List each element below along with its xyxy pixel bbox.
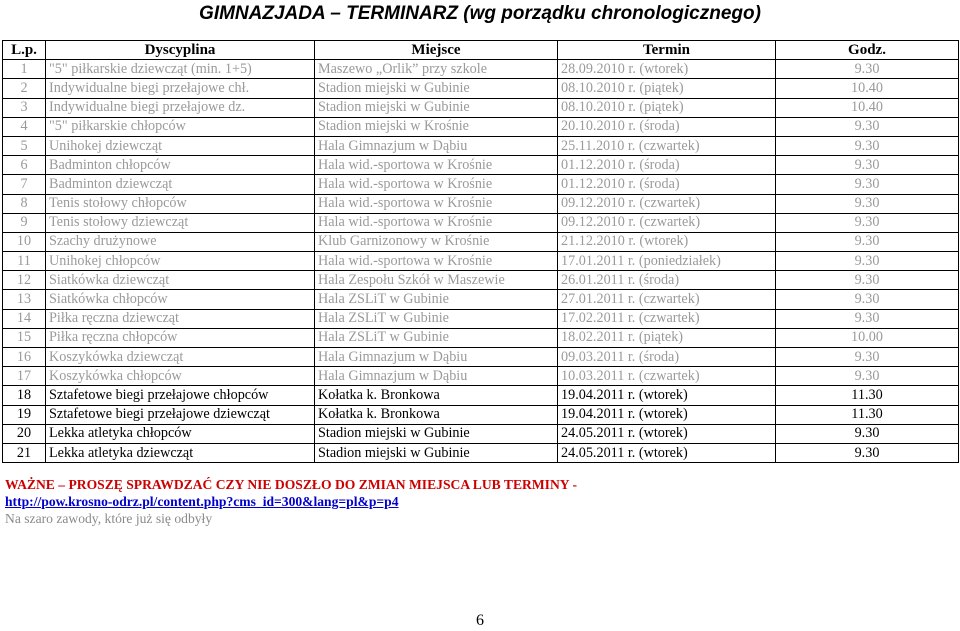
cell-time: 9.30 (776, 60, 959, 79)
cell-time: 9.30 (776, 290, 959, 309)
cell-place: Stadion miejski w Krośnie (315, 117, 558, 136)
cell-date: 25.11.2010 r. (czwartek) (558, 136, 776, 155)
header-lp: L.p. (3, 41, 46, 60)
page-number: 6 (476, 612, 484, 629)
cell-date: 08.10.2010 r. (piątek) (558, 98, 776, 117)
cell-date: 09.12.2010 r. (czwartek) (558, 213, 776, 232)
cell-date: 17.01.2011 r. (poniedziałek) (558, 252, 776, 271)
page-title: GIMNAZJADA – TERMINARZ (wg porządku chronologicznego) (199, 3, 761, 24)
cell-place: Hala Zespołu Szkół w Maszewie (315, 271, 558, 290)
cell-time: 9.30 (776, 252, 959, 271)
cell-date: 27.01.2011 r. (czwartek) (558, 290, 776, 309)
cell-discipline: Piłka ręczna dziewcząt (46, 309, 315, 328)
cell-time: 9.30 (776, 348, 959, 367)
cell-place: Kołatka k. Bronkowa (315, 405, 558, 424)
cell-lp: 6 (3, 156, 46, 175)
cell-date: 09.12.2010 r. (czwartek) (558, 194, 776, 213)
header-discipline: Dyscyplina (46, 41, 315, 60)
cell-date: 19.04.2011 r. (wtorek) (558, 405, 776, 424)
cell-discipline: Tenis stołowy chłopców (46, 194, 315, 213)
cell-discipline: Siatkówka chłopców (46, 290, 315, 309)
cell-discipline: Koszykówka dziewcząt (46, 348, 315, 367)
cell-place: Hala wid.-sportowa w Krośnie (315, 194, 558, 213)
cell-time: 9.30 (776, 443, 959, 462)
cell-discipline: Unihokej dziewcząt (46, 136, 315, 155)
cell-place: Stadion miejski w Gubinie (315, 98, 558, 117)
cell-time: 11.30 (776, 386, 959, 405)
cell-date: 18.02.2011 r. (piątek) (558, 328, 776, 347)
cell-date: 08.10.2010 r. (piątek) (558, 79, 776, 98)
table-row (3, 60, 959, 79)
cell-lp: 13 (3, 290, 46, 309)
cell-place: Klub Garnizonowy w Krośnie (315, 232, 558, 251)
cell-lp: 5 (3, 136, 46, 155)
cell-date: 24.05.2011 r. (wtorek) (558, 443, 776, 462)
cell-lp: 18 (3, 386, 46, 405)
cell-time: 9.30 (776, 271, 959, 290)
cell-place: Maszewo „Orlik” przy szkole (315, 60, 558, 79)
cell-time: 9.30 (776, 232, 959, 251)
table-row (3, 232, 959, 251)
cell-place: Hala wid.-sportowa w Krośnie (315, 175, 558, 194)
cell-place: Hala Gimnazjum w Dąbiu (315, 367, 558, 386)
cell-time: 9.30 (776, 136, 959, 155)
cell-place: Hala wid.-sportowa w Krośnie (315, 156, 558, 175)
cell-time: 10.00 (776, 328, 959, 347)
header-time: Godz. (776, 41, 959, 60)
cell-discipline: "5" piłkarskie dziewcząt (min. 1+5) (46, 60, 315, 79)
table-row (3, 309, 959, 328)
cell-discipline: Indywidualne biegi przełajowe chł. (46, 79, 315, 98)
cell-lp: 3 (3, 98, 46, 117)
table-row (3, 367, 959, 386)
cell-place: Hala ZSLiT w Gubinie (315, 309, 558, 328)
table-row (3, 424, 959, 443)
cell-lp: 20 (3, 424, 46, 443)
cell-lp: 2 (3, 79, 46, 98)
cell-time: 9.30 (776, 424, 959, 443)
table-row (3, 98, 959, 117)
cell-date: 01.12.2010 r. (środa) (558, 156, 776, 175)
cell-time: 9.30 (776, 213, 959, 232)
cell-date: 21.12.2010 r. (wtorek) (558, 232, 776, 251)
cell-discipline: Lekka atletyka dziewcząt (46, 443, 315, 462)
past-events-legend: Na szaro zawody, które już się odbyły (5, 511, 213, 526)
cell-date: 20.10.2010 r. (środa) (558, 117, 776, 136)
cell-lp: 15 (3, 328, 46, 347)
cell-place: Hala wid.-sportowa w Krośnie (315, 213, 558, 232)
cell-date: 19.04.2011 r. (wtorek) (558, 386, 776, 405)
cell-lp: 7 (3, 175, 46, 194)
cell-lp: 14 (3, 309, 46, 328)
cell-time: 9.30 (776, 367, 959, 386)
warning-text: WAŻNE – PROSZĘ SPRAWDZAĆ CZY NIE DOSZŁO DO ZMIAN MIEJSCA LUB TERMINY - (5, 477, 578, 492)
note-block (5, 476, 577, 527)
table-row (3, 213, 959, 232)
cell-date: 24.05.2011 r. (wtorek) (558, 424, 776, 443)
table-row (3, 156, 959, 175)
table-row (3, 386, 959, 405)
cell-date: 17.02.2011 r. (czwartek) (558, 309, 776, 328)
cell-lp: 9 (3, 213, 46, 232)
cell-discipline: Unihokej chłopców (46, 252, 315, 271)
cell-place: Hala Gimnazjum w Dąbiu (315, 136, 558, 155)
cell-place: Stadion miejski w Gubinie (315, 424, 558, 443)
cell-lp: 10 (3, 232, 46, 251)
cell-discipline: Koszykówka chłopców (46, 367, 315, 386)
cell-discipline: Sztafetowe biegi przełajowe chłopców (46, 386, 315, 405)
cell-date: 09.03.2011 r. (środa) (558, 348, 776, 367)
cell-time: 9.30 (776, 309, 959, 328)
cell-discipline: Lekka atletyka chłopców (46, 424, 315, 443)
cell-discipline: Szachy drużynowe (46, 232, 315, 251)
schedule-link[interactable]: http://pow.krosno-odrz.pl/content.php?cms_id=300&lang=pl&p=p4 (5, 494, 399, 509)
cell-time: 9.30 (776, 175, 959, 194)
cell-lp: 17 (3, 367, 46, 386)
cell-place: Stadion miejski w Gubinie (315, 443, 558, 462)
table-row (3, 348, 959, 367)
table-body (3, 60, 959, 463)
schedule-table (2, 40, 959, 463)
cell-time: 10.40 (776, 79, 959, 98)
cell-date: 26.01.2011 r. (środa) (558, 271, 776, 290)
cell-lp: 21 (3, 443, 46, 462)
cell-place: Hala wid.-sportowa w Krośnie (315, 252, 558, 271)
table-row (3, 194, 959, 213)
cell-time: 10.40 (776, 98, 959, 117)
cell-discipline: "5" piłkarskie chłopców (46, 117, 315, 136)
cell-place: Kołatka k. Bronkowa (315, 386, 558, 405)
table-row (3, 290, 959, 309)
table-row (3, 79, 959, 98)
table-header-row (3, 41, 959, 60)
cell-discipline: Badminton chłopców (46, 156, 315, 175)
cell-date: 01.12.2010 r. (środa) (558, 175, 776, 194)
table-row (3, 252, 959, 271)
cell-lp: 4 (3, 117, 46, 136)
cell-lp: 19 (3, 405, 46, 424)
cell-discipline: Siatkówka dziewcząt (46, 271, 315, 290)
cell-discipline: Sztafetowe biegi przełajowe dziewcząt (46, 405, 315, 424)
cell-discipline: Piłka ręczna chłopców (46, 328, 315, 347)
table-row (3, 271, 959, 290)
cell-date: 28.09.2010 r. (wtorek) (558, 60, 776, 79)
cell-discipline: Badminton dziewcząt (46, 175, 315, 194)
cell-place: Hala ZSLiT w Gubinie (315, 328, 558, 347)
cell-lp: 16 (3, 348, 46, 367)
table-row (3, 405, 959, 424)
table-row (3, 443, 959, 462)
table-row (3, 175, 959, 194)
cell-time: 11.30 (776, 405, 959, 424)
cell-time: 9.30 (776, 117, 959, 136)
table-row (3, 136, 959, 155)
cell-place: Hala ZSLiT w Gubinie (315, 290, 558, 309)
header-date: Termin (558, 41, 776, 60)
cell-discipline: Indywidualne biegi przełajowe dz. (46, 98, 315, 117)
cell-time: 9.30 (776, 156, 959, 175)
cell-place: Hala Gimnazjum w Dąbiu (315, 348, 558, 367)
cell-lp: 8 (3, 194, 46, 213)
cell-place: Stadion miejski w Gubinie (315, 79, 558, 98)
table-row (3, 117, 959, 136)
cell-discipline: Tenis stołowy dziewcząt (46, 213, 315, 232)
cell-lp: 11 (3, 252, 46, 271)
table-row (3, 328, 959, 347)
cell-date: 10.03.2011 r. (czwartek) (558, 367, 776, 386)
cell-lp: 1 (3, 60, 46, 79)
cell-lp: 12 (3, 271, 46, 290)
header-place: Miejsce (315, 41, 558, 60)
cell-time: 9.30 (776, 194, 959, 213)
